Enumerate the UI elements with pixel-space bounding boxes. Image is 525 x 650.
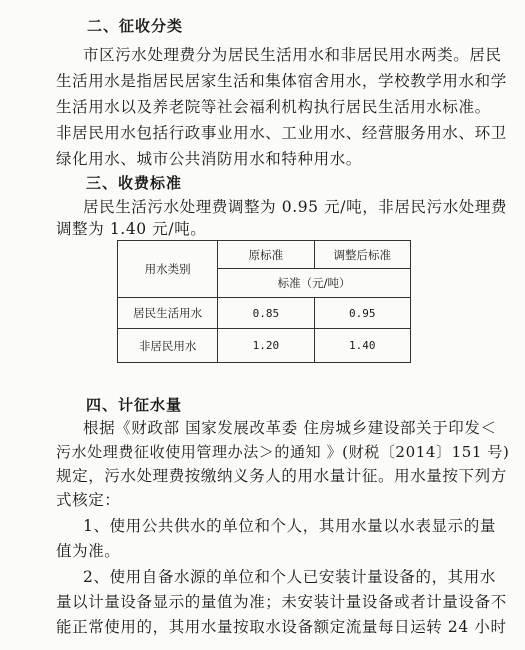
section3-line-2: 调整为 1.40 元/吨。	[56, 220, 207, 238]
section4-line-9: 能正常使用的，其用水量按取水设备额定流量每日运转 24 小时	[56, 618, 507, 636]
header-unit: 标准（元/吨）	[218, 269, 411, 298]
section3-heading: 三、收费标准	[86, 174, 183, 192]
row-original: 0.85	[218, 298, 314, 329]
section2-line-4: 非居民用水包括行政事业用水、工业用水、经营服务用水、环卫	[56, 124, 507, 142]
section4-line-4: 式核定：	[56, 491, 121, 509]
section2-line-5: 绿化用水、城市公共消防用水和特种用水。	[56, 150, 362, 168]
section4-line-2: 污水处理费征收使用管理办法＞的通知 》(财税〔2014〕151 号)	[56, 443, 510, 461]
section3-line-1: 居民生活污水处理费调整为 0.95 元/吨，非居民污水处理费	[83, 198, 508, 216]
row-adjusted: 1.40	[314, 329, 410, 363]
fee-standard-table	[117, 240, 411, 363]
section4-line-3: 规定，污水处理费按缴纳义务人的用水量计征。用水量按下列方	[56, 467, 507, 485]
section2-line-3: 生活用水以及养老院等社会福利机构执行居民生活用水标准。	[56, 98, 491, 116]
section2-line-2: 生活用水是指居民居家生活和集体宿舍用水，学校教学用水和学	[56, 72, 507, 90]
section4-line-7: 2、使用自备水源的单位和个人已安装计量设备的，其用水	[83, 568, 496, 586]
table-row	[118, 329, 411, 363]
row-category: 居民生活用水	[118, 298, 218, 329]
header-category: 用水类别	[118, 241, 218, 298]
section2-line-1: 市区污水处理费分为居民生活用水和非居民用水两类。居民	[83, 46, 502, 64]
section4-line-6: 值为准。	[56, 542, 121, 560]
row-adjusted: 0.95	[314, 298, 410, 329]
header-adjusted: 调整后标准	[314, 241, 410, 269]
section2-heading: 二、征收分类	[87, 17, 184, 35]
row-category: 非居民用水	[118, 329, 218, 363]
row-original: 1.20	[218, 329, 314, 363]
section4-heading: 四、计征水量	[86, 396, 183, 414]
table-row	[118, 298, 411, 329]
section4-line-1: 根据《财政部 国家发展改革委 住房城乡建设部关于印发＜	[83, 419, 497, 437]
header-original: 原标准	[218, 241, 314, 269]
section4-line-8: 量以计量设备显示的量值为准；未安装计量设备或者计量设备不	[56, 593, 507, 611]
section4-line-5: 1、使用公共供水的单位和个人，其用水量以水表显示的量	[83, 517, 496, 535]
